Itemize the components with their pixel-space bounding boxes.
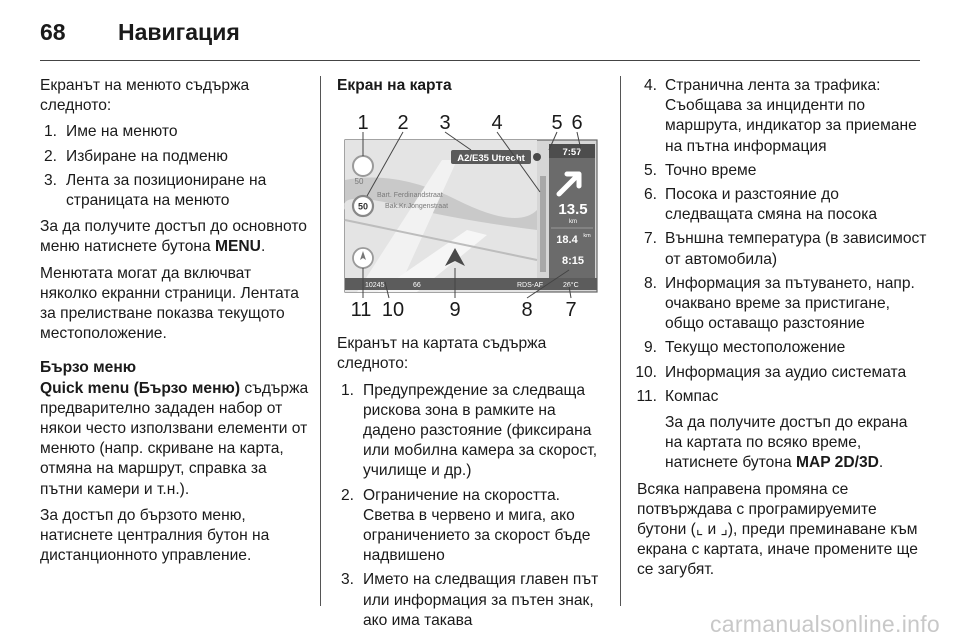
section-title: Навигация xyxy=(118,18,240,45)
callout-11: 11 xyxy=(350,299,372,322)
list-item: 10. Информация за аудио системата xyxy=(635,363,907,381)
risk-zone-warning-icon xyxy=(353,156,373,176)
quick-menu-heading: Бързо меню xyxy=(40,359,137,377)
menu-items-list xyxy=(40,122,310,211)
list-item: 7. Външна температура (в зависимост от автомобила) xyxy=(643,230,927,268)
column-left xyxy=(40,76,310,572)
menu-pages-text: Менютата могат да включват няколко екранни страници. Лентата за прелистване показва текущото местоположение. xyxy=(40,264,299,343)
map-items-list xyxy=(337,381,609,631)
callout-1: 1 xyxy=(357,112,369,135)
list-item: 1. Име на менюто xyxy=(44,123,178,141)
map-intro: Екранът на картата съдържа следното: xyxy=(337,335,547,373)
audio-info-value: 10245 xyxy=(365,282,385,290)
total-distance-value: 18.4 xyxy=(556,234,578,247)
callout-7: 7 xyxy=(565,299,577,322)
speed-limit-value: 50 xyxy=(357,201,369,212)
turn-distance-unit: km xyxy=(569,219,577,226)
map-items-list-continued xyxy=(637,76,927,407)
menu-button-label: MENU xyxy=(215,238,261,256)
callout-9: 9 xyxy=(449,299,461,322)
list-item: 6. Посока и разстояние до следващата смяна на посока xyxy=(643,186,878,224)
speed-limit-small: 50 xyxy=(354,177,364,187)
turn-distance-value: 13.5 xyxy=(558,201,588,219)
temperature-value: 26°C xyxy=(563,282,579,290)
list-item: 4. Странична лента за трафика: Съобщава за инциденти по маршрута, индикатор за приемане на пътна информация xyxy=(643,77,917,155)
callout-2: 2 xyxy=(397,112,409,135)
menu-intro: Екранът на менюто съдържа следното: xyxy=(40,77,250,115)
map-street-label-a: Bart. Ferdinandstraat xyxy=(377,192,443,200)
callout-10: 10 xyxy=(381,299,405,322)
arrival-time-value: 8:15 xyxy=(561,255,585,268)
callout-6: 6 xyxy=(571,112,583,135)
page-header xyxy=(40,12,240,52)
list-item: 2. Избиране на подменю xyxy=(44,147,228,165)
map-screen-figure xyxy=(337,110,603,322)
column-divider xyxy=(320,76,321,606)
list-item: 1. Предупреждение за следваща рискова зона в рамките на дадено разстояние (фиксирана или мобилна камера за скорост, училище и др.) xyxy=(341,381,598,480)
map-street-label-b: Bak.Kr.Jongenstraat xyxy=(385,203,449,211)
callout-4: 4 xyxy=(491,112,503,135)
list-item: 9. Текущо местоположение xyxy=(643,339,846,357)
road-sign-text: A2/E35 Utrecht xyxy=(457,153,525,165)
column-middle xyxy=(337,76,609,637)
traffic-sidebar xyxy=(540,176,546,272)
clock-display: 7:57 xyxy=(562,147,582,159)
list-item: 11. Компас xyxy=(636,387,719,405)
list-item: 3. Името на следващия главен път или информация за пътен знак, ако има такава xyxy=(341,571,599,629)
menu-access-text: За да получите достъп до основното меню натиснете бутона MENU. xyxy=(40,218,307,256)
list-item: 5. Точно време xyxy=(643,161,757,179)
watermark: carmanualsonline.info xyxy=(709,611,940,637)
audio-extra-value: 66 xyxy=(413,282,421,290)
list-item: 2. Ограничение на скоростта. Светва в червено и мига, ако ограничението за скорост бъде надвишено xyxy=(341,486,591,565)
list-item: 3. Лента за позициониране на страницата на менюто xyxy=(44,171,267,210)
callout-3: 3 xyxy=(439,112,451,135)
map-access-text: За да получите достъп до екрана на картата по всяко време, натиснете бутона MAP 2D/3D. xyxy=(665,414,908,472)
callout-5: 5 xyxy=(551,112,563,135)
rds-indicator: RDS-AF xyxy=(517,282,544,290)
map-button-label: MAP 2D/3D xyxy=(795,454,879,472)
page-number: 68 xyxy=(40,18,66,45)
total-distance-unit: km xyxy=(583,233,591,240)
map-screen-heading: Екран на карта xyxy=(337,77,452,94)
quick-menu-access: За достъп до бързото меню, натиснете централния бутон на дистанционното управление. xyxy=(40,506,270,565)
quick-menu-text: Quick menu (Бързо меню) съдържа предварително зададен набор от някои често използвани елементи от менюто (напр. скриване на карта, отмяна на маршрут, справка за пътни камери и т.н.). xyxy=(40,379,309,498)
column-divider xyxy=(620,76,621,606)
softkey-note: Всяка направена промяна се потвърждава с програмируемите бутони (⌞ и ⌟), преди преминаване към екрана с картата, иначе промените ще се загубят. xyxy=(637,480,918,579)
header-rule xyxy=(40,60,920,61)
column-right xyxy=(637,76,927,587)
callout-8: 8 xyxy=(521,299,533,322)
list-item: 8. Информация за пътуването, напр. очаквано време за пристигане, общо оставащо разстояние xyxy=(643,274,915,333)
